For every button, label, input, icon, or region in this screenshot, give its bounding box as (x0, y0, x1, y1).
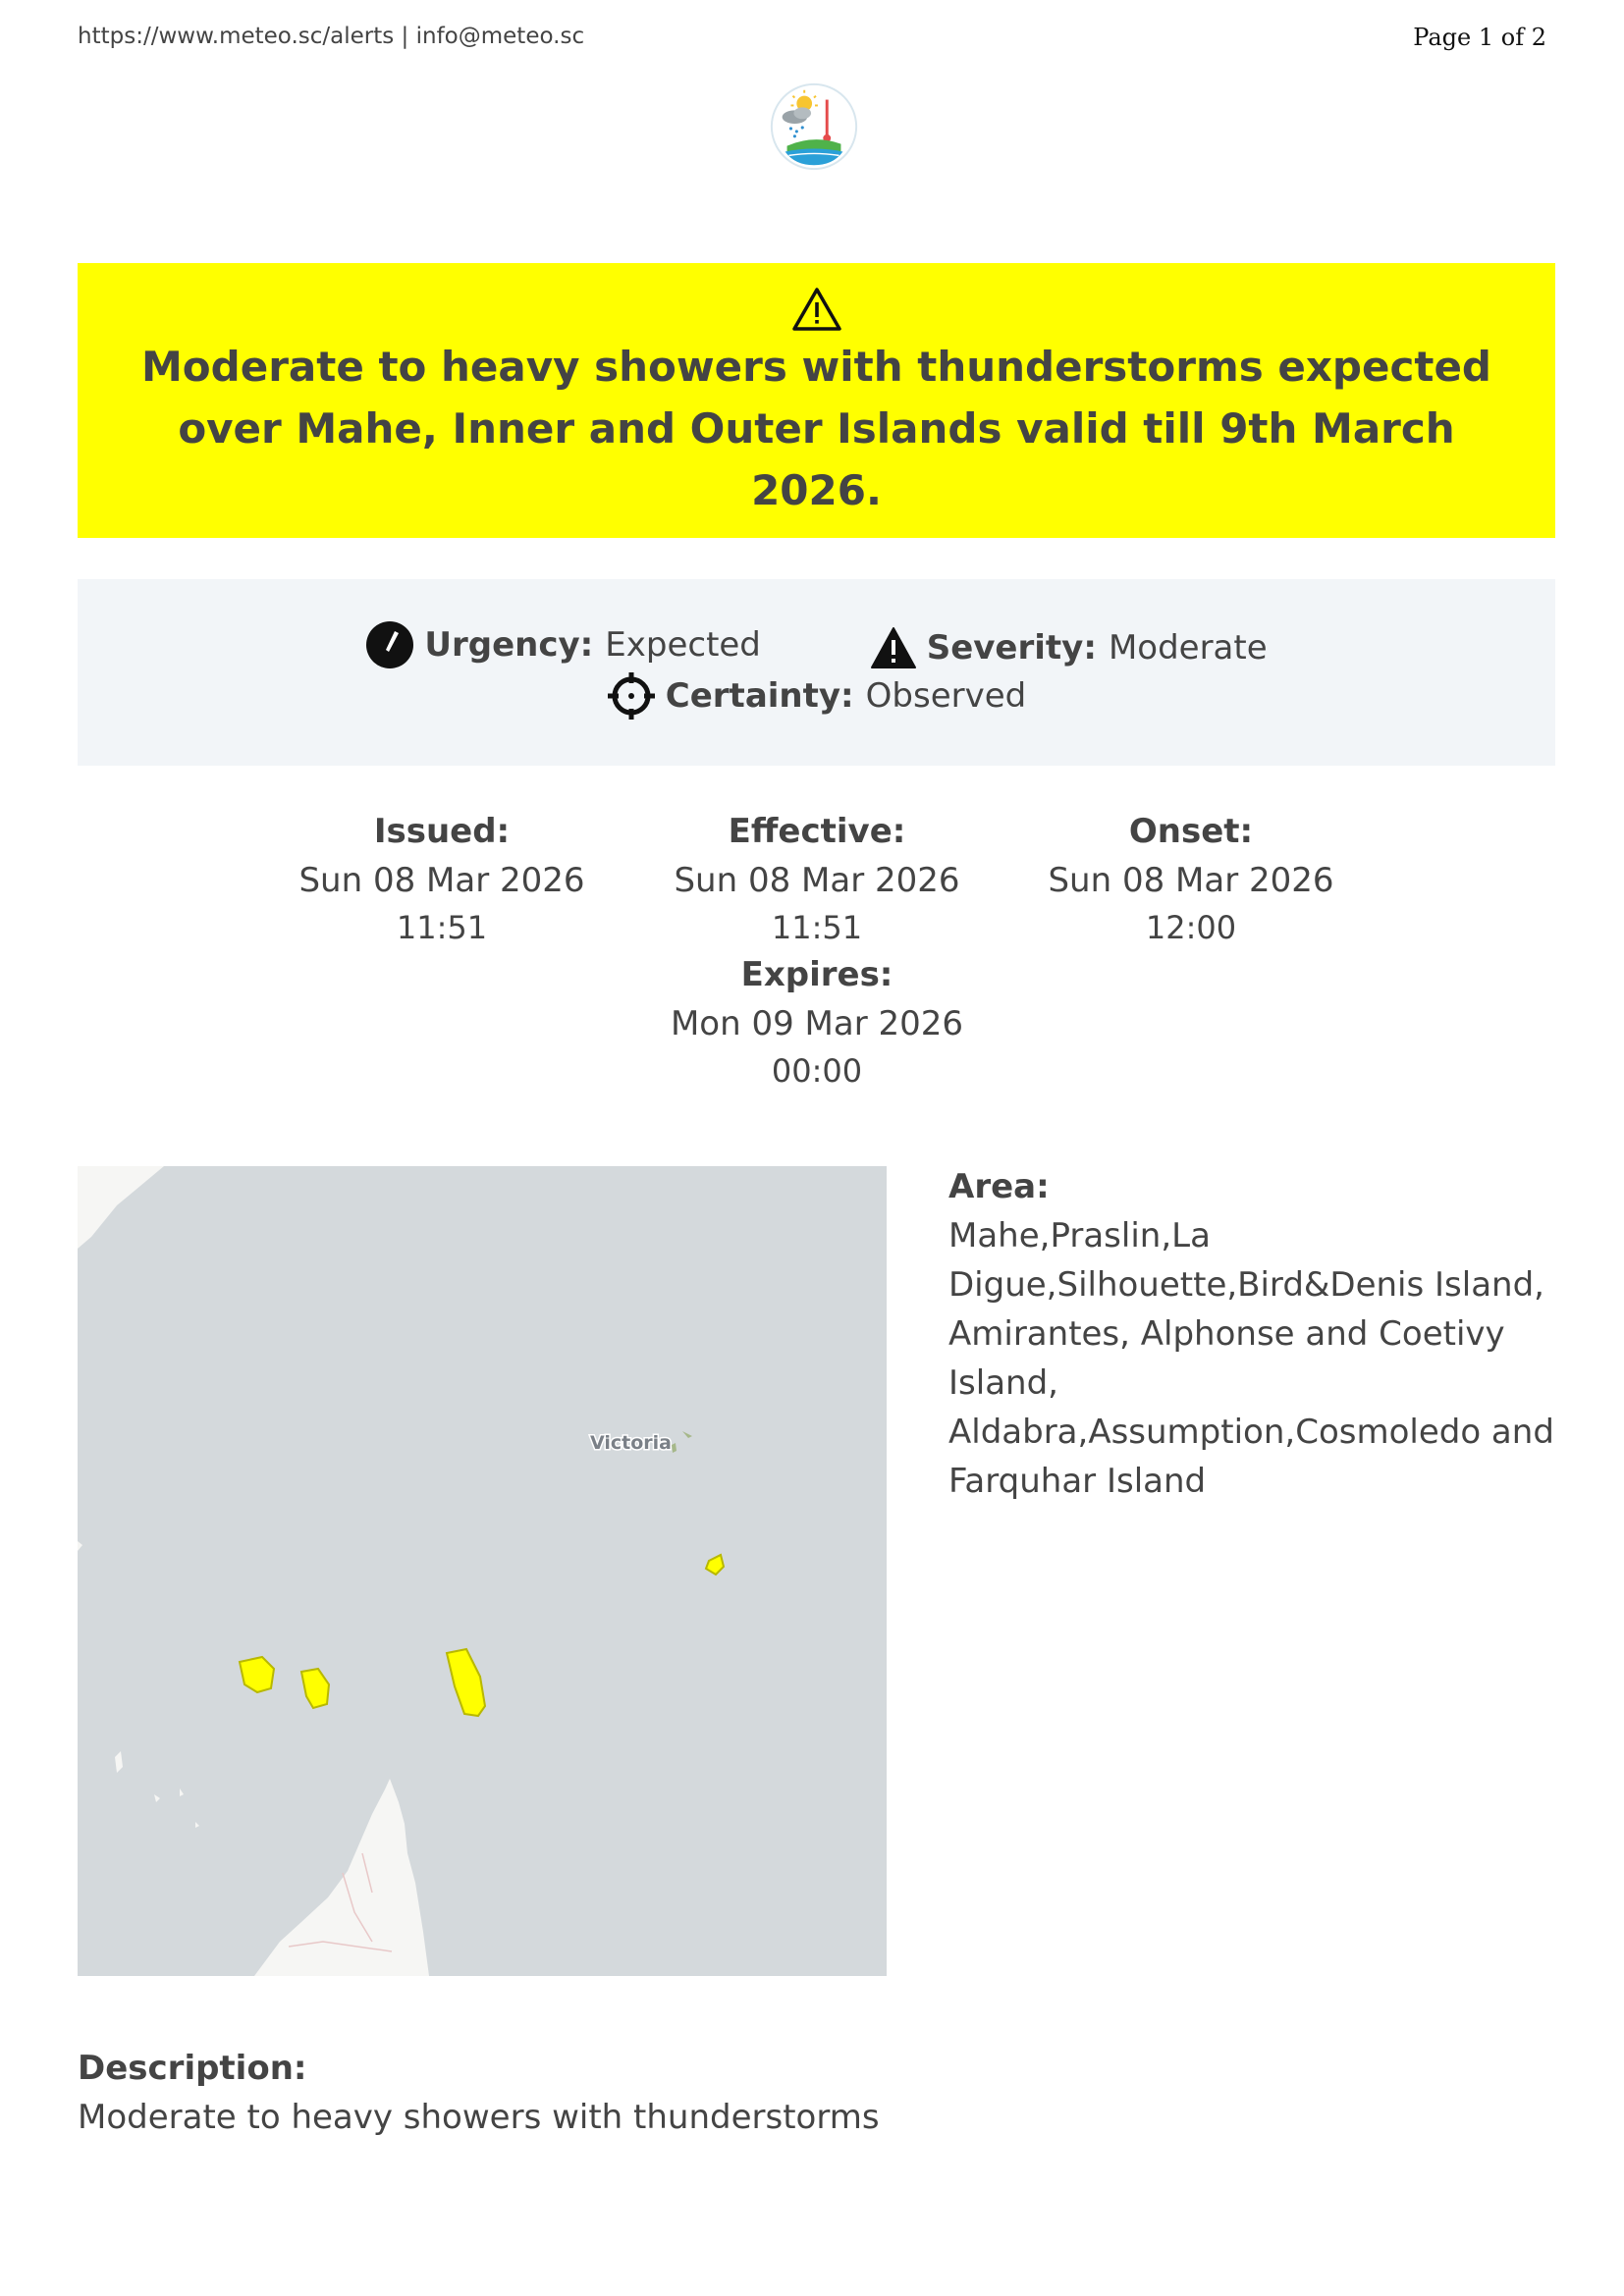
certainty-item (607, 671, 1026, 721)
issued-time: 11:51 (396, 909, 488, 946)
area-text: Mahe,Praslin,La Digue,Silhouette,Bird&Denis Island, Amirantes, Alphonse and Coetivy Island, Aldabra,Assumption,Cosmoledo and Farquhar Island (948, 1216, 1554, 1501)
warning-triangle-icon (870, 626, 917, 669)
expires-label: Expires: (740, 955, 893, 994)
seychelles-meteorological-authority-logo (766, 79, 862, 175)
expires-block (650, 950, 984, 1094)
certainty-label: Certainty: (665, 676, 854, 716)
alert-headline: Moderate to heavy showers with thunderstorms expected over Mahe, Inner and Outer Islands valid till 9th March 2026. (141, 343, 1491, 514)
crosshair-icon (607, 671, 656, 721)
area-label: Area: (948, 1167, 1050, 1206)
header-url-contact[interactable]: https://www.meteo.sc/alerts | info@meteo.sc (78, 24, 585, 49)
issued-block (275, 807, 609, 950)
clock-icon (365, 620, 414, 669)
warning-triangle-icon (791, 287, 842, 332)
severity-label: Severity: (926, 628, 1097, 667)
description-text: Moderate to heavy showers with thunderstorms (78, 2098, 880, 2137)
urgency-value: Expected (605, 625, 761, 665)
certainty-value: Observed (865, 676, 1027, 716)
description-section (78, 2044, 1452, 2142)
expires-time: 00:00 (771, 1052, 863, 1090)
effective-time: 11:51 (771, 909, 863, 946)
severity-item (870, 626, 1268, 669)
onset-block (1024, 807, 1358, 950)
onset-date: Sun 08 Mar 2026 (1048, 861, 1334, 900)
urgency-label: Urgency: (424, 625, 594, 665)
alert-meta-box (78, 579, 1555, 766)
urgency-item (365, 620, 761, 669)
area-section (948, 1162, 1557, 1506)
page-number: Page 1 of 2 (1413, 24, 1546, 51)
effective-date: Sun 08 Mar 2026 (674, 861, 960, 900)
alert-area-map[interactable] (78, 1166, 887, 1976)
issued-label: Issued: (373, 812, 511, 851)
expires-date: Mon 09 Mar 2026 (670, 1004, 964, 1043)
map-canvas (78, 1166, 887, 1976)
effective-block (650, 807, 984, 950)
onset-time: 12:00 (1145, 909, 1237, 946)
issued-date: Sun 08 Mar 2026 (298, 861, 585, 900)
alert-banner (78, 263, 1555, 538)
map-city-label: Victoria (590, 1432, 672, 1454)
effective-label: Effective: (728, 812, 906, 851)
onset-label: Onset: (1128, 812, 1254, 851)
description-label: Description: (78, 2049, 307, 2088)
severity-value: Moderate (1108, 628, 1268, 667)
